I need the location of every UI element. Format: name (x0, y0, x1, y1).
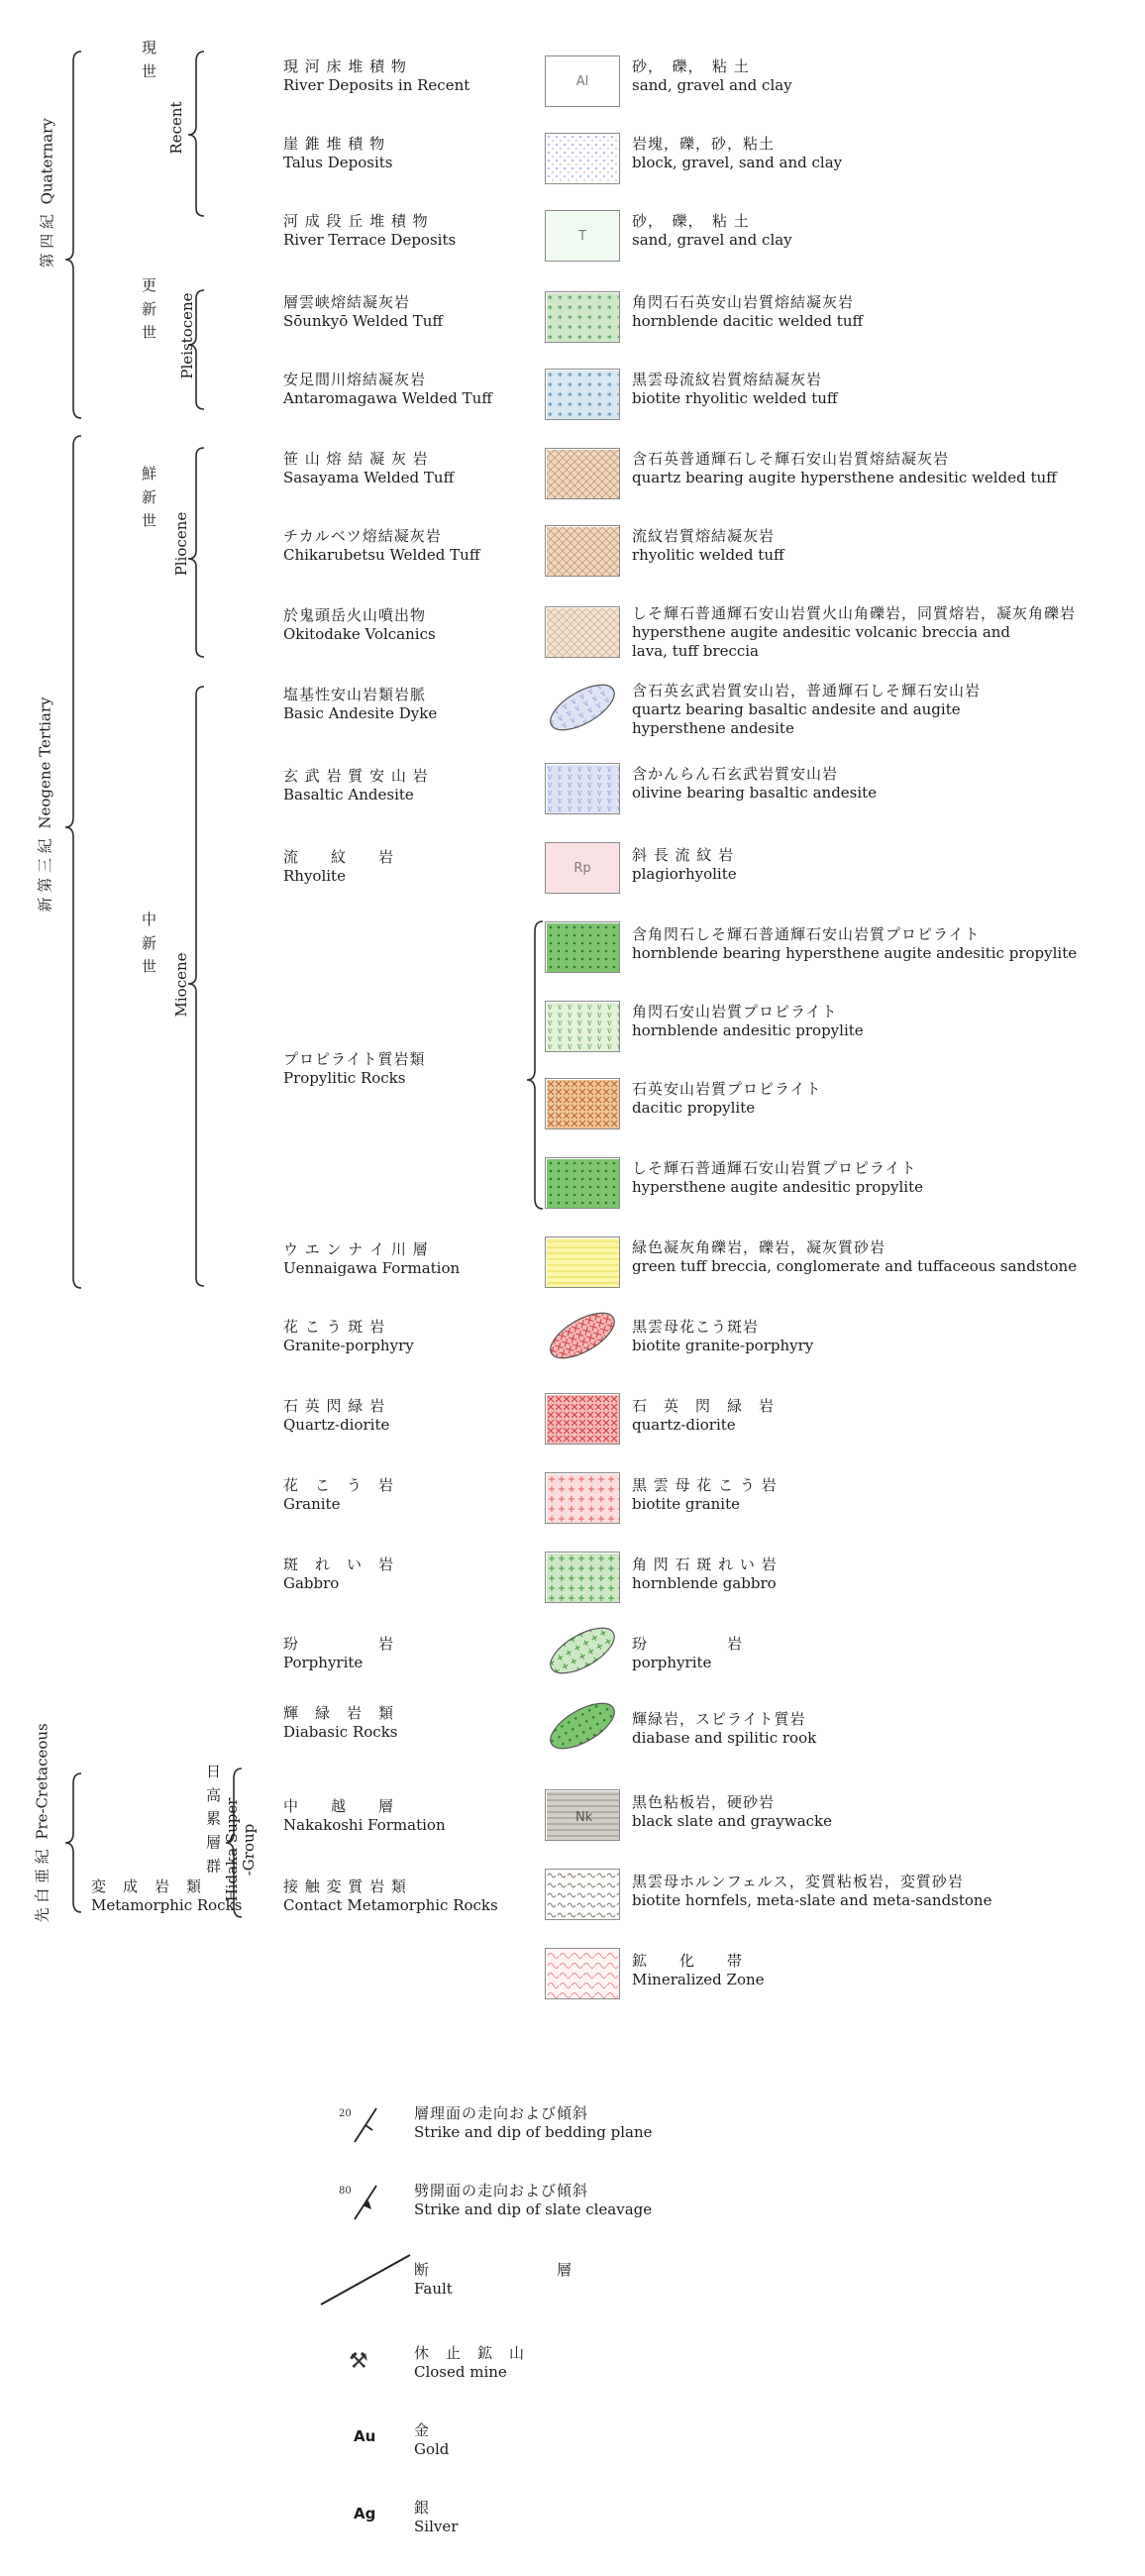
unit-description: 含石英普通輝石しそ輝石安山岩質熔結凝灰岩 quartz bearing augite hypersthene andesitic welded tuff (632, 450, 1057, 486)
unit-name: 斑 れ い 岩 Gabbro (283, 1556, 395, 1592)
hidaka-jp-label: 日 高 累 層 群 (204, 1764, 222, 1876)
unit-name: 層雲峡熔結凝灰岩 Sōunkyō Welded Tuff (283, 293, 444, 330)
symbol-label: 銀 Silver (414, 2499, 459, 2535)
unit-description: 含角閃石しそ輝石普通輝石安山岩質プロピライト hornblende bearing hypersthene augite andesitic propylite (632, 925, 1078, 962)
unit-name: 中 越 層 Nakakoshi Formation (283, 1797, 446, 1834)
unit-name: 塩基性安山岩類岩脈 Basic Andesite Dyke (283, 686, 438, 722)
cleavage-strike-icon (327, 2178, 396, 2231)
unit-name: 笹 山 熔 結 凝 灰 岩 Sasayama Welded Tuff (283, 450, 455, 486)
unit-description: 緑色凝灰角礫岩，礫岩，凝灰質砂岩 green tuff breccia, conglomerate and tuffaceous sandstone (632, 1238, 1078, 1275)
unit-description: 輝緑岩，スピライト質岩 diabase and spilitic rook (632, 1710, 817, 1747)
legend-swatch (545, 448, 620, 499)
unit-description: 黒雲母流紋岩質熔結凝灰岩 biotite rhyolitic welded tuff (632, 371, 838, 407)
legend-swatch (545, 606, 620, 658)
symbol-label: 断 層 Fault (414, 2261, 573, 2298)
legend-swatch (545, 1789, 620, 1841)
unit-name: 接 触 変 質 岩 類 Contact Metamorphic Rocks (283, 1878, 498, 1914)
legend-swatch (545, 1869, 620, 1920)
unit-name: 花 こ う 斑 岩 Granite-porphyry (283, 1318, 414, 1354)
miocene-label: Miocene (172, 952, 190, 1018)
legend-swatch (545, 291, 620, 343)
legend-swatch (545, 1393, 620, 1445)
legend-swatch (545, 369, 620, 420)
precretaceous-label: 先 白 亜 紀 Pre-Cretaceous (33, 1723, 52, 1923)
legend-swatch (545, 1625, 620, 1676)
legend-swatch (545, 1236, 620, 1288)
svg-text:Nk: Nk (574, 1809, 592, 1825)
pliocene-jp-label: 鮮 新 世 (140, 466, 157, 530)
bedding-strike-icon (327, 2100, 396, 2154)
unit-description: しそ輝石普通輝石安山岩質火山角礫岩，同質熔岩，凝灰角礫岩 hypersthene augite andesitic volcanic breccia and lava, tuff breccia (632, 604, 1077, 660)
unit-name: 於鬼頭岳火山噴出物 Okitodake Volcanics (283, 606, 436, 643)
legend-swatch (545, 525, 620, 577)
legend-swatch (545, 1472, 620, 1524)
legend-swatch (545, 763, 620, 814)
legend-swatch (545, 1157, 620, 1209)
legend-swatch (545, 921, 620, 973)
unit-description: 黒雲母花こう斑岩 biotite granite-porphyry (632, 1318, 814, 1354)
propylitic-group-label: プロピライト質岩類 Propylitic Rocks (283, 1050, 426, 1087)
unit-description: 黒 雲 母 花 こ う 岩 biotite granite (632, 1476, 778, 1513)
miocene-jp-label: 中 新 世 (140, 912, 157, 976)
unit-description: しそ輝石普通輝石安山岩質プロピライト hypersthene augite andesitic propylite (632, 1159, 923, 1196)
unit-description: 石 英 閃 緑 岩 quartz-diorite (632, 1397, 776, 1434)
legend-swatch (545, 1948, 620, 1999)
hidaka-en-label: Hidaka Super -Group (223, 1797, 258, 1902)
unit-description: 岩塊，礫，砂，粘土 block, gravel, sand and clay (632, 135, 843, 171)
legend-swatch: Rp (545, 842, 620, 894)
recent-label: Recent (167, 101, 185, 155)
silver-symbol-icon: Ag (354, 2505, 376, 2522)
pleistocene-jp-label: 更 新 世 (140, 277, 157, 342)
holocene-jp-label: 現 世 (140, 40, 157, 80)
unit-description: 角閃石安山岩質プロピライト hornblende andesitic propylite (632, 1003, 864, 1039)
unit-description: 黒雲母ホルンフェルス，変質粘板岩，変質砂岩 biotite hornfels, meta-slate and meta-sandstone (632, 1873, 992, 1909)
legend-swatch (545, 1552, 620, 1603)
svg-text:⚒: ⚒ (349, 2349, 368, 2374)
svg-text:80: 80 (339, 2186, 352, 2197)
legend-swatch: T (545, 210, 620, 262)
unit-name: 現 河 床 堆 積 物 River Deposits in Recent (283, 57, 470, 94)
quaternary-label: 第 四 紀 Quaternary (38, 118, 56, 268)
legend-swatch: Al (545, 55, 620, 107)
svg-text:20: 20 (339, 2108, 352, 2119)
unit-description: 角閃石石英安山岩質熔結凝灰岩 hornblende dacitic welded tuff (632, 293, 864, 330)
unit-description: 斜 長 流 紋 岩 plagiorhyolite (632, 846, 737, 883)
unit-name: 河 成 段 丘 堆 積 物 River Terrace Deposits (283, 212, 457, 249)
symbol-label: 劈開面の走向および傾斜 Strike and dip of slate cleavage (414, 2182, 653, 2218)
legend-swatch (545, 682, 620, 733)
symbol-label: 層理面の走向および傾斜 Strike and dip of bedding plane (414, 2104, 653, 2141)
unit-description: 黒色粘板岩，硬砂岩 black slate and graywacke (632, 1793, 833, 1830)
legend-swatch (545, 1310, 620, 1361)
unit-name: 流 紋 岩 Rhyolite (283, 848, 395, 885)
unit-description: 鉱 化 帯 Mineralized Zone (632, 1952, 765, 1988)
unit-name: 安足間川熔結凝灰岩 Antaromagawa Welded Tuff (283, 371, 492, 407)
unit-name: ウ エ ン ナ イ 川 層 Uennaigawa Formation (283, 1240, 461, 1277)
legend-swatch (545, 1700, 620, 1752)
neogene-label: 新 第 三 紀 Neogene Tertiary (36, 697, 54, 912)
unit-description: 含石英玄武岩質安山岩，普通輝石しそ輝石安山岩 quartz bearing basaltic andesite and augite hypersthene andesite (632, 682, 982, 737)
closed-mine-icon (327, 2340, 396, 2384)
metamorphic-group-label: 変 成 岩 類 Metamorphic Rocks (91, 1878, 243, 1914)
unit-name: 輝 緑 岩 類 Diabasic Rocks (283, 1704, 398, 1741)
unit-description: 砂， 礫， 粘 土 sand, gravel and clay (632, 57, 792, 94)
unit-name: 崖 錐 堆 積 物 Talus Deposits (283, 135, 393, 171)
unit-description: 砂， 礫， 粘 土 sand, gravel and clay (632, 212, 792, 249)
symbol-label: 金 Gold (414, 2421, 450, 2458)
unit-name: 玄 武 岩 質 安 山 岩 Basaltic Andesite (283, 767, 429, 804)
gold-symbol-icon: Au (354, 2427, 376, 2445)
legend-swatch (545, 133, 620, 184)
unit-description: 角 閃 石 斑 れ い 岩 hornblende gabbro (632, 1556, 778, 1592)
legend-swatch (545, 1001, 620, 1052)
unit-description: 含かんらん石玄武岩質安山岩 olivine bearing basaltic andesite (632, 765, 878, 802)
unit-name: チカルベツ熔結凝灰岩 Chikarubetsu Welded Tuff (283, 527, 480, 564)
unit-description: 玢 岩 porphyrite (632, 1635, 744, 1671)
fault-line-icon (317, 2251, 416, 2314)
unit-description: 石英安山岩質プロピライト dacitic propylite (632, 1080, 822, 1117)
unit-name: 石 英 閃 緑 岩 Quartz-diorite (283, 1397, 390, 1434)
pliocene-label: Pliocene (172, 511, 190, 577)
unit-description: 流紋岩質熔結凝灰岩 rhyolitic welded tuff (632, 527, 784, 564)
unit-name: 玢 岩 Porphyrite (283, 1635, 395, 1671)
legend-swatch (545, 1078, 620, 1129)
pleistocene-label: Pleistocene (178, 292, 196, 379)
symbol-label: 休 止 鉱 山 Closed mine (414, 2344, 526, 2381)
unit-name: 花 こ う 岩 Granite (283, 1476, 395, 1513)
